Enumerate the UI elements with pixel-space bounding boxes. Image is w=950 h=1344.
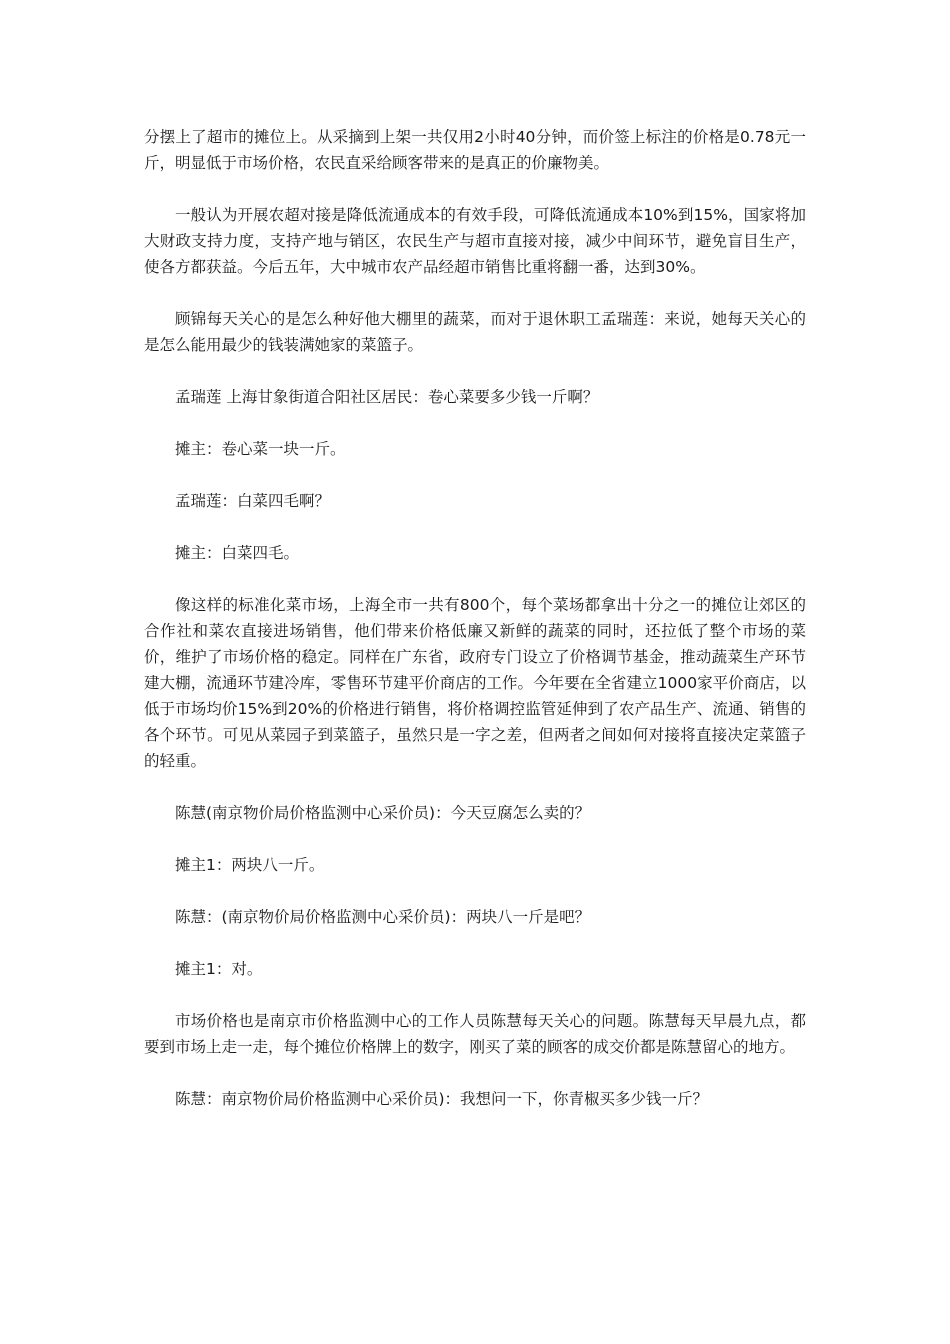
- dialogue-line: 摊主：白菜四毛。: [175, 544, 300, 562]
- dialogue-line: 孟瑞莲：白菜四毛啊？: [175, 492, 331, 510]
- dialogue-line: 陈慧：南京物价局价格监测中心采价员)：我想问一下，你青椒买多少钱一斤？: [175, 1090, 709, 1108]
- dialogue-line: 摊主1：两块八一斤。: [175, 856, 325, 874]
- dialogue-line: 陈慧：(南京物价局价格监测中心采价员)：两块八一斤是吧？: [175, 908, 591, 926]
- dialogue-line: 孟瑞莲 上海甘象街道合阳社区居民：卷心菜要多少钱一斤啊？: [175, 388, 599, 406]
- paragraph: 像这样的标准化菜市场，上海全市一共有800个，每个菜场都拿出十分之一的摊位让郊区的合作社和菜农直接进场销售，他们带来价格低廉又新鲜的蔬菜的同时，还拉低了整个市场的菜价，维护了市场价格的稳定。同样在广东省，政府专门设立了价格调节基金，推动蔬菜生产环节建大棚，流通环节建冷库，零售环节建平价商店的工作。今年要在全省建立1000家平价商店，以低于市场均价15%到20%的价格进行销售，将价格调控监管延伸到了农产品生产、流通、销售的各个环节。可见从菜园子到菜篮子，虽然只是一字之差，但两者之间如何对接将直接决定菜篮子的轻重。: [144, 596, 806, 770]
- paragraph: 一般认为开展农超对接是降低流通成本的有效手段，可降低流通成本10%到15%，国家将加大财政支持力度，支持产地与销区，农民生产与超市直接对接，减少中间环节，避免盲目生产，使各方都获益。今后五年，大中城市农产品经超市销售比重将翻一番，达到30%。: [144, 206, 806, 276]
- document-body: [144, 124, 806, 1138]
- dialogue-line: 摊主1：对。: [175, 960, 263, 978]
- dialogue-line: 陈慧(南京物价局价格监测中心采价员)：今天豆腐怎么卖的？: [175, 804, 591, 822]
- paragraph: 分摆上了超市的摊位上。从采摘到上架一共仅用2小时40分钟，而价签上标注的价格是0.78元一斤，明显低于市场价格，农民直采给顾客带来的是真正的价廉物美。: [144, 128, 806, 172]
- paragraph: 市场价格也是南京市价格监测中心的工作人员陈慧每天关心的问题。陈慧每天早晨九点，都要到市场上走一走，每个摊位价格牌上的数字，刚买了菜的顾客的成交价都是陈慧留心的地方。: [144, 1012, 806, 1056]
- paragraph: 顾锦每天关心的是怎么种好他大棚里的蔬菜，而对于退休职工孟瑞莲：来说，她每天关心的是怎么能用最少的钱装满她家的菜篮子。: [144, 310, 806, 354]
- dialogue-line: 摊主：卷心菜一块一斤。: [175, 440, 346, 458]
